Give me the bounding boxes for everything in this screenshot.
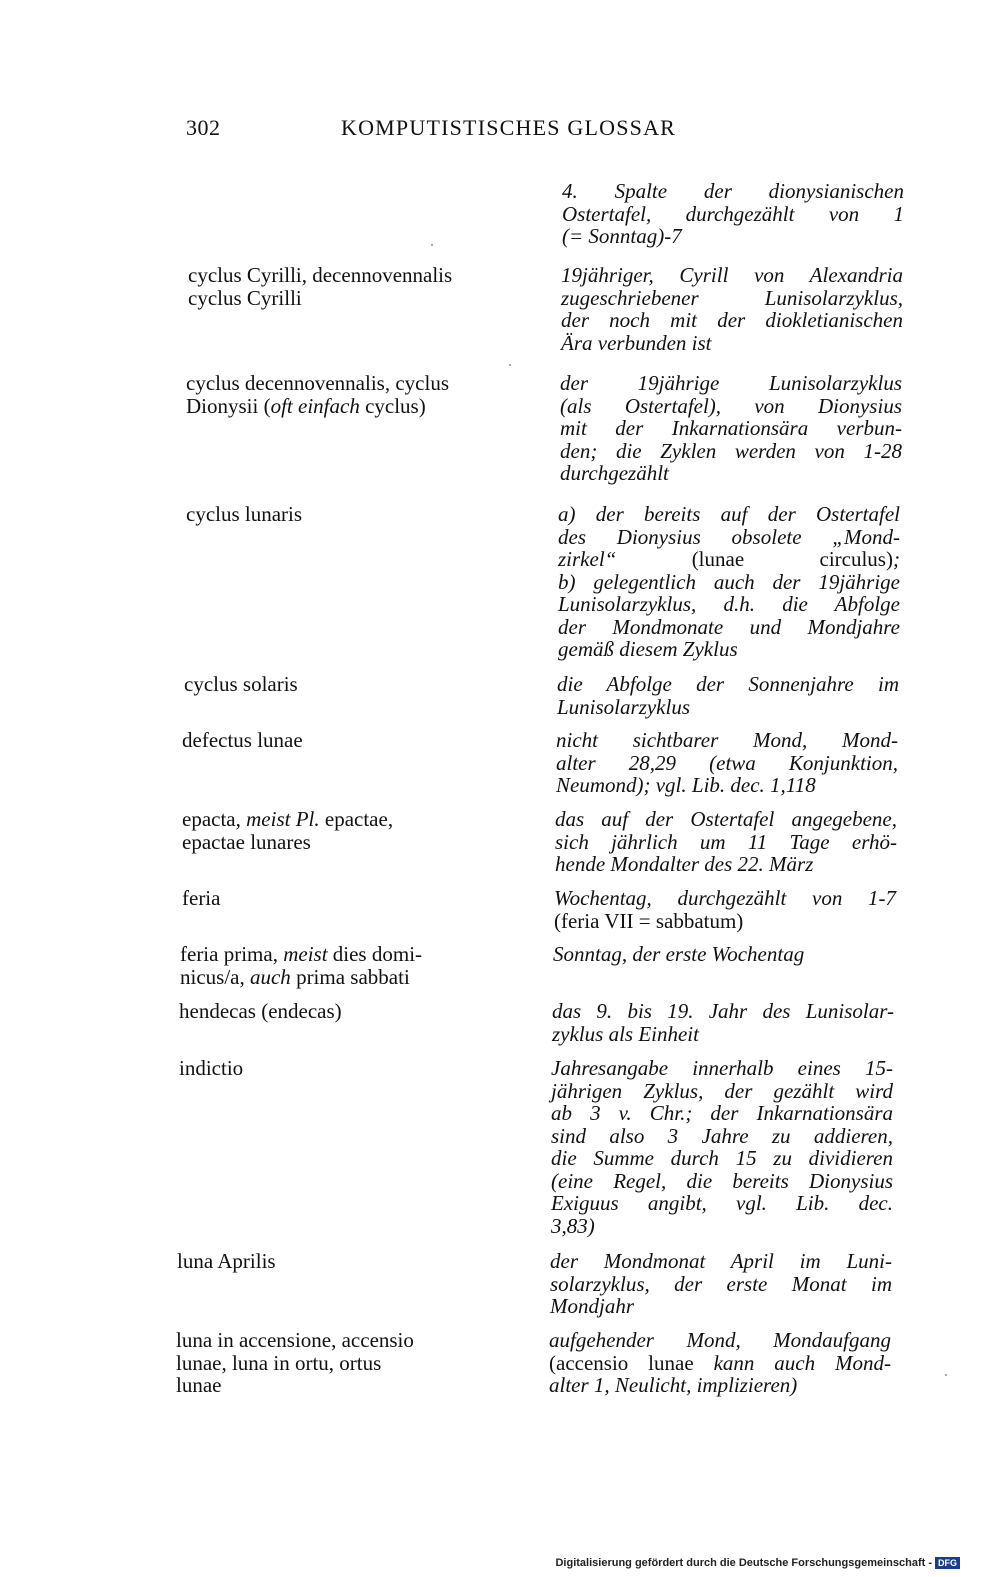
definition-line: sind also 3 Jahre zu addieren,: [551, 1123, 893, 1148]
definition-line: Ära verbunden ist: [561, 330, 712, 355]
glossary-term: [186, 503, 531, 526]
definition-line: der 19jährige Lunisolarzyklus: [560, 371, 902, 395]
glossary-definition: [556, 729, 898, 797]
definition-line: (als Ostertafel), von Dionysius: [560, 393, 902, 418]
glossary-definition: [553, 943, 895, 966]
definition-line: a) der bereits auf der Ostertafel: [558, 502, 900, 526]
definition-line: b) gelegentlich auch der 19jährige: [558, 569, 900, 594]
definition-line: die Summe durch 15 zu dividieren: [551, 1146, 893, 1170]
glossary-definition: [557, 673, 899, 718]
running-title: KOMPUTISTISCHES GLOSSAR: [341, 115, 677, 140]
glossary-definition: [552, 1000, 894, 1045]
definition-line: aufgehender Mond, Mondaufgang: [549, 1328, 891, 1352]
term-line: cyclus Cyrilli: [188, 285, 302, 310]
scan-speck: [509, 364, 511, 366]
glossary-definition: [560, 372, 902, 485]
definition-line: den; die Zyklen werden von 1-28: [560, 438, 902, 463]
definition-line: jährigen Zyklus, der gezählt wird: [551, 1078, 893, 1103]
glossary-term: [182, 808, 527, 853]
term-line: feria: [182, 886, 221, 910]
term-line: luna Aprilis: [177, 1249, 276, 1273]
definition-line: mit der Inkarnationsära verbun-: [560, 416, 902, 440]
footer: [555, 1557, 960, 1569]
term-line: Dionysii (oft einfach cyclus): [186, 393, 426, 418]
definition-line: das 9. bis 19. Jahr des Lunisolar-: [552, 999, 894, 1023]
term-line: defectus lunae: [182, 728, 303, 752]
page-number: 302: [186, 115, 221, 140]
term-line: epactae lunares: [182, 829, 311, 854]
glossary-term: [182, 887, 527, 910]
term-line: epacta, meist Pl. epactae,: [182, 807, 394, 831]
definition-line: Jahresangabe innerhalb eines 15-: [551, 1056, 893, 1080]
glossary-term: [182, 729, 527, 752]
glossary-definition: [554, 887, 896, 932]
definition-line: zirkel“ (lunae circulus);: [558, 547, 900, 571]
definition-line: (= Sonntag)-7: [562, 224, 682, 248]
glossary-term: [188, 264, 533, 309]
definition-line: zyklus als Einheit: [552, 1021, 699, 1046]
definition-line: Ostertafel, durchgezählt von 1: [562, 201, 904, 226]
footer-text: Digitalisierung gefördert durch die Deutsche Forschungsgemeinschaft -: [555, 1557, 932, 1569]
term-line: indictio: [179, 1056, 244, 1080]
term-line: lunae, luna in ortu, ortus: [176, 1350, 382, 1375]
glossary-term: [176, 1329, 521, 1397]
term-line: cyclus solaris: [184, 672, 298, 696]
definition-line: solarzyklus, der erste Monat im: [550, 1271, 892, 1296]
dfg-logo: DFG: [935, 1557, 960, 1569]
definition-line: nicht sichtbarer Mond, Mond-: [556, 728, 898, 752]
definition-line: Lunisolarzyklus, d.h. die Abfolge: [558, 592, 900, 616]
definition-line: das auf der Ostertafel angegebene,: [555, 807, 897, 831]
glossary-definition: [561, 264, 903, 354]
definition-line: der Mondmonate und Mondjahre: [558, 614, 900, 639]
definition-line: gemäß diesem Zyklus: [558, 637, 738, 661]
definition-line: Neumond); vgl. Lib. dec. 1,118: [556, 773, 816, 797]
glossary-term: [179, 1057, 524, 1080]
glossary-term: [186, 372, 531, 417]
definition-line: (eine Regel, die bereits Dionysius: [551, 1168, 893, 1193]
glossary-definition: [550, 1250, 892, 1318]
glossary-definition: [549, 1329, 891, 1397]
term-line: lunae: [176, 1373, 222, 1397]
term-line: cyclus decennovennalis, cyclus: [186, 371, 449, 395]
term-line: nicus/a, auch prima sabbati: [180, 964, 410, 989]
definition-line: alter 28,29 (etwa Konjunktion,: [556, 750, 898, 775]
definition-line: der noch mit der diokletianischen: [561, 308, 903, 332]
definition-line: ab 3 v. Chr.; der Inkarnationsära: [551, 1101, 893, 1125]
definition-line: (accensio lunae kann auch Mond-: [549, 1350, 891, 1375]
definition-line: alter 1, Neulicht, implizieren): [549, 1373, 798, 1397]
glossary-definition: [558, 503, 900, 661]
definition-line: Mondjahr: [550, 1294, 634, 1318]
definition-line: Lunisolarzyklus: [557, 694, 691, 719]
term-line: feria prima, meist dies domi-: [180, 942, 423, 966]
definition-line: des Dionysius obsolete „Mond-: [558, 524, 900, 549]
definition-line: sich jährlich um 11 Tage erhö-: [555, 829, 897, 854]
definition-line: Sonntag, der erste Wochentag: [553, 942, 805, 966]
glossary-definition: [555, 808, 897, 876]
glossary-term: [179, 1000, 524, 1023]
glossary-definition: [562, 180, 904, 248]
glossary-term: [177, 1250, 522, 1273]
definition-line: durchgezählt: [560, 461, 669, 485]
term-line: cyclus Cyrilli, decennovennalis: [188, 263, 453, 287]
glossary-term: [184, 673, 529, 696]
definition-line: 4. Spalte der dionysianischen: [562, 179, 904, 203]
definition-line: Exiguus angibt, vgl. Lib. dec.: [551, 1191, 893, 1215]
definition-line: zugeschriebener Lunisolarzyklus,: [561, 285, 903, 310]
definition-line: der Mondmonat April im Luni-: [550, 1249, 892, 1273]
term-line: luna in accensione, accensio: [176, 1328, 414, 1352]
definition-line: die Abfolge der Sonnenjahre im: [557, 672, 899, 696]
definition-line: 19jähriger, Cyrill von Alexandria: [561, 263, 903, 287]
scan-speck: [431, 244, 433, 246]
term-line: hendecas (endecas): [179, 999, 342, 1023]
definition-line: (feria VII = sabbatum): [554, 908, 744, 933]
definition-line: Wochentag, durchgezählt von 1-7: [554, 886, 896, 910]
glossary-term: [180, 943, 525, 988]
glossary-definition: [551, 1057, 893, 1237]
term-line: cyclus lunaris: [186, 502, 303, 526]
scan-speck: [945, 1374, 947, 1376]
definition-line: hende Mondalter des 22. März: [555, 852, 814, 876]
definition-line: 3,83): [551, 1213, 595, 1238]
